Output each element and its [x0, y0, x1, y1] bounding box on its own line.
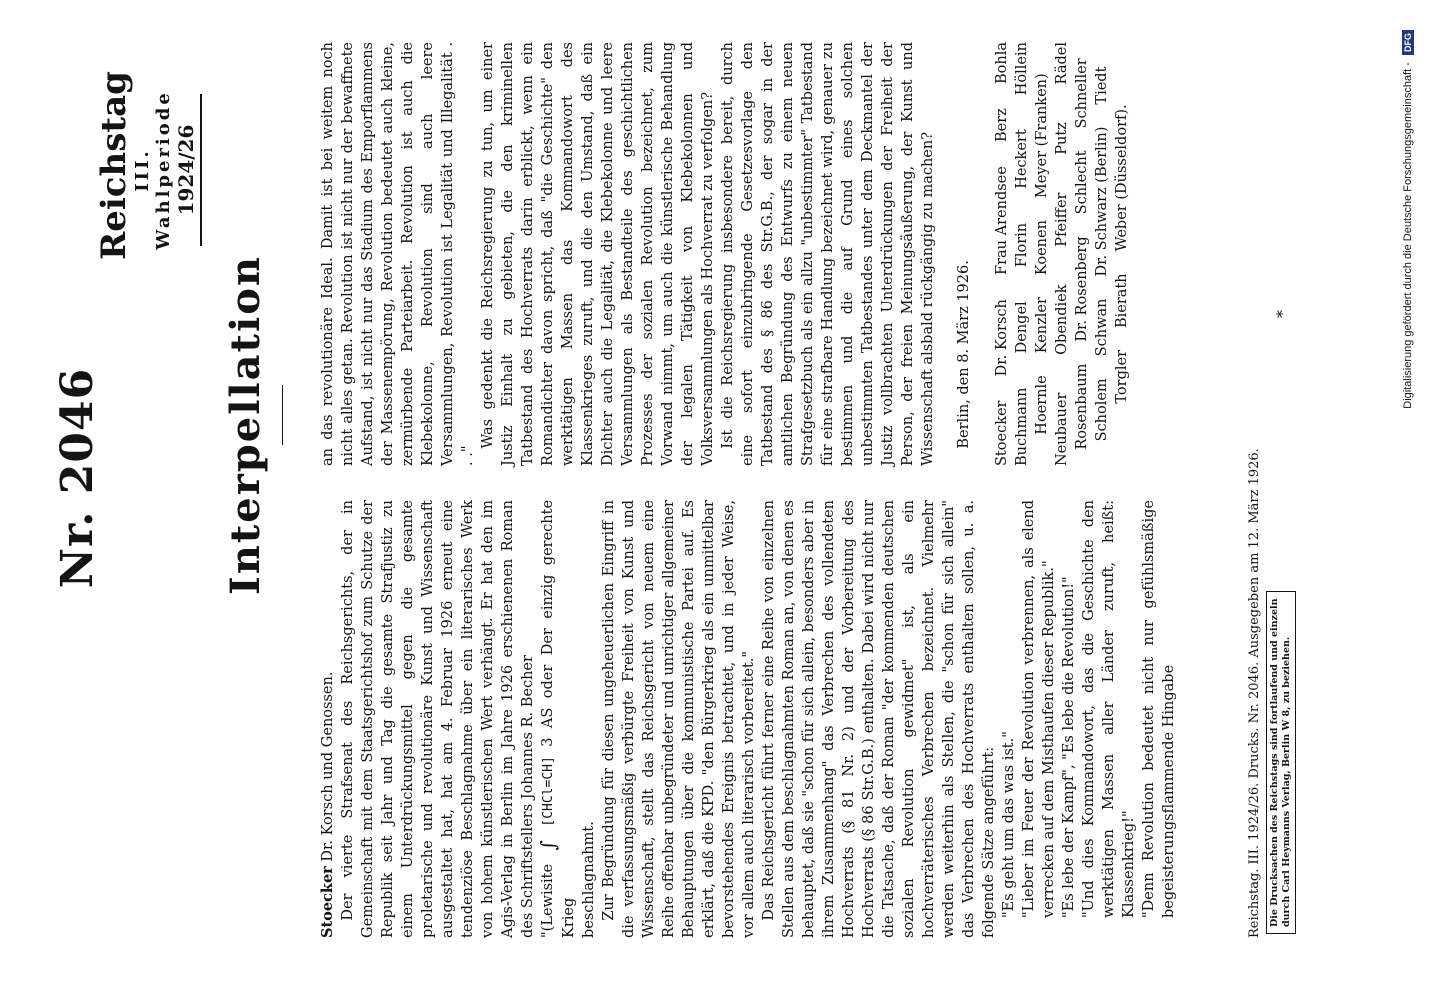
brace-glyph: ∫ — [536, 840, 560, 851]
signatory-name: Dr. Rosenberg — [1074, 236, 1090, 342]
footer-line: Reichstag. III. 1924/26. Drucks. Nr. 2046. Ausgegeben am 12. März 1926. — [1247, 448, 1262, 938]
signatory-name: Obendiek — [1054, 284, 1070, 355]
book-title-rest: 3 AS oder Der einzig gerechte Krieg — [540, 499, 577, 938]
signatory-name: Rosenbaum — [1074, 363, 1090, 450]
intro-rest: Dr. Korsch und Genossen. — [320, 671, 336, 862]
book-title-suffix: beschlagnahmt. — [581, 821, 597, 938]
left-paragraph-2: Zur Begründung für diesen ungeheuerlichen Eingriff in die verfassungsmäßig verbürgte Freiheit von Kunst und Wissenschaft, stellt das Reichsgericht von neuem eine Reihe offenbar unbegründeter und unrichtiger allgemeiner Behauptungen über die kommunistische Partei auf. Es erklärt, daß die KPD. "den Bürgerkrieg als ein unmittelbar bevorstehendes Ereignis betrachtet, und in jeder Weise, vor allem auch literarisch vorbereitet." — [601, 500, 757, 938]
quote-3: "Es lebe der Kampf", "Es lebe die Revolution!" — [1061, 576, 1077, 918]
signatory-name: Koenen — [1034, 220, 1050, 276]
right-paragraph-3: Ist die Reichsregierung insbesondere bereit, durch eine sofort einzubringende Gesetzesvorlage den Tatbestand des § 86 des Str.G.B., der sogar in der amtlichen Begründung des Entwurfs zu einem neuen Strafgesetzbuch als ein allzu "unbestimmter" Tatbestand für eine strafbare Handlung bezeichnet wird, genauer zu bestimmen und die auf Grund eines solchen unbestimmten Tatbestandes unter dem Deckmantel der Justiz vollbrachten Unterdrückungen der Freiheit der Person, der freien Meinungsäußerung, der Kunst und Wissenschaft alsbald rückgängig zu machen? — [720, 42, 936, 466]
signature-row — [1112, 42, 1132, 466]
date-line: Berlin, den 8. März 1926. — [956, 260, 972, 449]
signatory-name: Meyer (Franken) — [1034, 73, 1050, 199]
document-number: Nr. 2046 — [52, 367, 103, 589]
signatory-name: Florin — [1014, 222, 1030, 268]
signatory-name: Hoernle — [1034, 375, 1050, 435]
signatory-name: Schneller — [1074, 58, 1090, 129]
signatory-name: Scholem — [1094, 378, 1110, 442]
signatory-name: Dr. Korsch — [994, 299, 1010, 377]
quote-2: "Lieber im Feuer der Revolution verbrennen, als elend verrecken auf dem Misthaufen dieser Republik." — [1021, 500, 1057, 918]
right-paragraph-1: an das revolutionäre Ideal. Damit ist bei weitem noch nicht alles getan. Revolution ist nicht nur der bewaffnete Aufstand, ist nicht nur das Stadium des Emporflammens der Massenempörung, Revolution bedeutet auch kleine, zermürbende Parteiarbeit. Revolution ist auch die Klebekolonne, Revolution sind auch leere Versammlungen, Revolution ist Legalität und Illegalität . . ." — [320, 42, 476, 466]
signature-row — [1012, 42, 1032, 466]
left-column — [318, 500, 1179, 938]
signatory-name: Schwan — [1094, 298, 1110, 357]
book-title-line — [538, 500, 579, 938]
left-paragraph-1: Der vierte Strafsenat des Reichsgerichts, der in Gemeinschaft mit dem Staatsgerichtshof zum Schutze der Republik seit Jahr und Tag die gesamte Strafjustiz zu einem Unterdrückungsmittel gegen die gesamte proletarische und revolutionäre Kunst und Wissenschaft ausgestaltet hat, hat am 4. Februar 1926 erneut eine tendenziöse Beschlagnahme über ein literarisches Werk von hohem künstlerischen Wert verhängt. Er hat den im Agis-Verlag in Berlin im Jahre 1926 erschienenen Roman des Schriftstellers Johannes R. Becher — [340, 500, 536, 938]
signatory-name: Stoecker — [994, 400, 1010, 466]
signatory-name: Weber (Düsseldorf). — [1114, 104, 1130, 252]
signatory-name: Berz — [994, 108, 1010, 142]
signatory-name: Bierath — [1114, 273, 1130, 328]
book-title-prefix: "(Lewisite — [540, 863, 556, 938]
publisher-note-line-1: Die Drucksachen des Reichstags sind fortlaufend und einzeln — [1269, 598, 1280, 927]
signatory-name: Torgler — [1114, 350, 1130, 404]
quote-1: "Es geht um das was ist." — [1001, 731, 1017, 918]
signature-row — [1032, 42, 1052, 466]
intro-line — [318, 500, 338, 938]
heading-rule — [282, 385, 283, 445]
star-mark: * — [1273, 310, 1292, 318]
document-heading: Interpellation — [222, 255, 269, 595]
quote-5: "Denn Revolution bedeutet nicht nur gefühlsmäßige begeisterungsflammende Hingabe — [1141, 500, 1177, 918]
signatory-name: Rädel — [1054, 42, 1070, 85]
digitization-credit — [1402, 30, 1414, 930]
chemical-formula: [CHCl=CH] — [541, 756, 556, 827]
signatory-name: Neubauer — [1054, 392, 1070, 466]
quote-4: "Und dies Kommandowort, das die Geschichte den werktätigen Massen aller Länder zuruft, heißt: Klassenkrieg!" — [1081, 500, 1137, 918]
signatory-name: Heckert — [1014, 129, 1030, 189]
signatory-name: Bohla — [994, 42, 1010, 85]
intro-author: Stoecker — [319, 866, 336, 938]
reichstag-header — [94, 71, 202, 260]
left-paragraph-3: Das Reichsgericht führt ferner eine Reihe von einzelnen Stellen aus dem beschlagnahmten Roman an, von denen es behauptet, daß sie "schon für sich allein, besonders aber in ihrem Zusammenhang" das Verbrechen des vollendeten Hochverrats (§ 81 Nr. 2) und der Vorbereitung des Hochverrats (§ 86 Str.G.B.) enthalten. Dabei wird nicht nur die Tatsache, daß der Roman "der kommenden deutschen sozialen Revolution gewidmet" ist, als ein hochverräterisches Verbrechen bezeichnet. Vielmehr werden weiterhin als Stellen, die "schon für sich allein" das Verbrechen des Hochverrats enthalten sollen, u. a. folgende Sätze angeführt: — [761, 500, 997, 938]
header-period: III. Wahlperiode — [132, 90, 174, 250]
signatory-name: Kenzler — [1034, 297, 1050, 354]
signature-list — [992, 42, 1132, 466]
publisher-note — [1266, 591, 1296, 934]
header-title: Reichstag — [94, 71, 134, 260]
signatory-name: Dengel — [1014, 301, 1030, 354]
signatory-name: Frau Arendsee — [994, 166, 1010, 275]
header-years: 1924/26 — [174, 94, 202, 246]
credit-text: Digitalisierung gefördert durch die Deutsche Forschungsgemeinschaft - — [1402, 62, 1414, 409]
signatory-name: Buchmann — [1014, 387, 1030, 466]
right-paragraph-2: Was gedenkt die Reichsregierung zu tun, um einer Justiz Einhalt zu gebieten, die den kriminellen Tatbestand des Hochverrats darin erblickt, wenn ein Romandichter davon spricht, daß "die Geschichte" den werktätigen Massen das Kommandowort des Klassenkrieges zuruft, und die den Umstand, daß ein Dichter auch die Legalität, die Klebekolonne und leere Versammlungen als Bestandteile des geschichtlichen Prozesses der sozialen Revolution bezeichnet, zum Vorwand nimmt, um auch die künstlerische Behandlung der legalen Tätigkeit von Klebekolonnen und Volksversammlungen als Hochverrat zu verfolgen? — [480, 42, 716, 466]
signatory-name: Höllein — [1014, 42, 1030, 96]
signatory-name: Putz — [1054, 122, 1070, 155]
signatory-name: Dr. Schwarz (Berlin) — [1094, 126, 1110, 277]
publisher-note-line-2: durch Carl Heymanns Verlag, Berlin W 8, zu beziehen. — [1281, 636, 1292, 927]
signature-row — [1052, 42, 1072, 466]
signatory-name: Pfeiffer — [1054, 192, 1070, 247]
right-column — [318, 42, 1132, 466]
signature-row — [1092, 42, 1112, 466]
signature-row — [992, 42, 1012, 466]
signature-row — [1072, 42, 1092, 466]
dfg-logo: DFG — [1402, 30, 1414, 55]
signatory-name: Tiedt — [1094, 66, 1110, 105]
signatory-name: Schlecht — [1074, 150, 1090, 215]
